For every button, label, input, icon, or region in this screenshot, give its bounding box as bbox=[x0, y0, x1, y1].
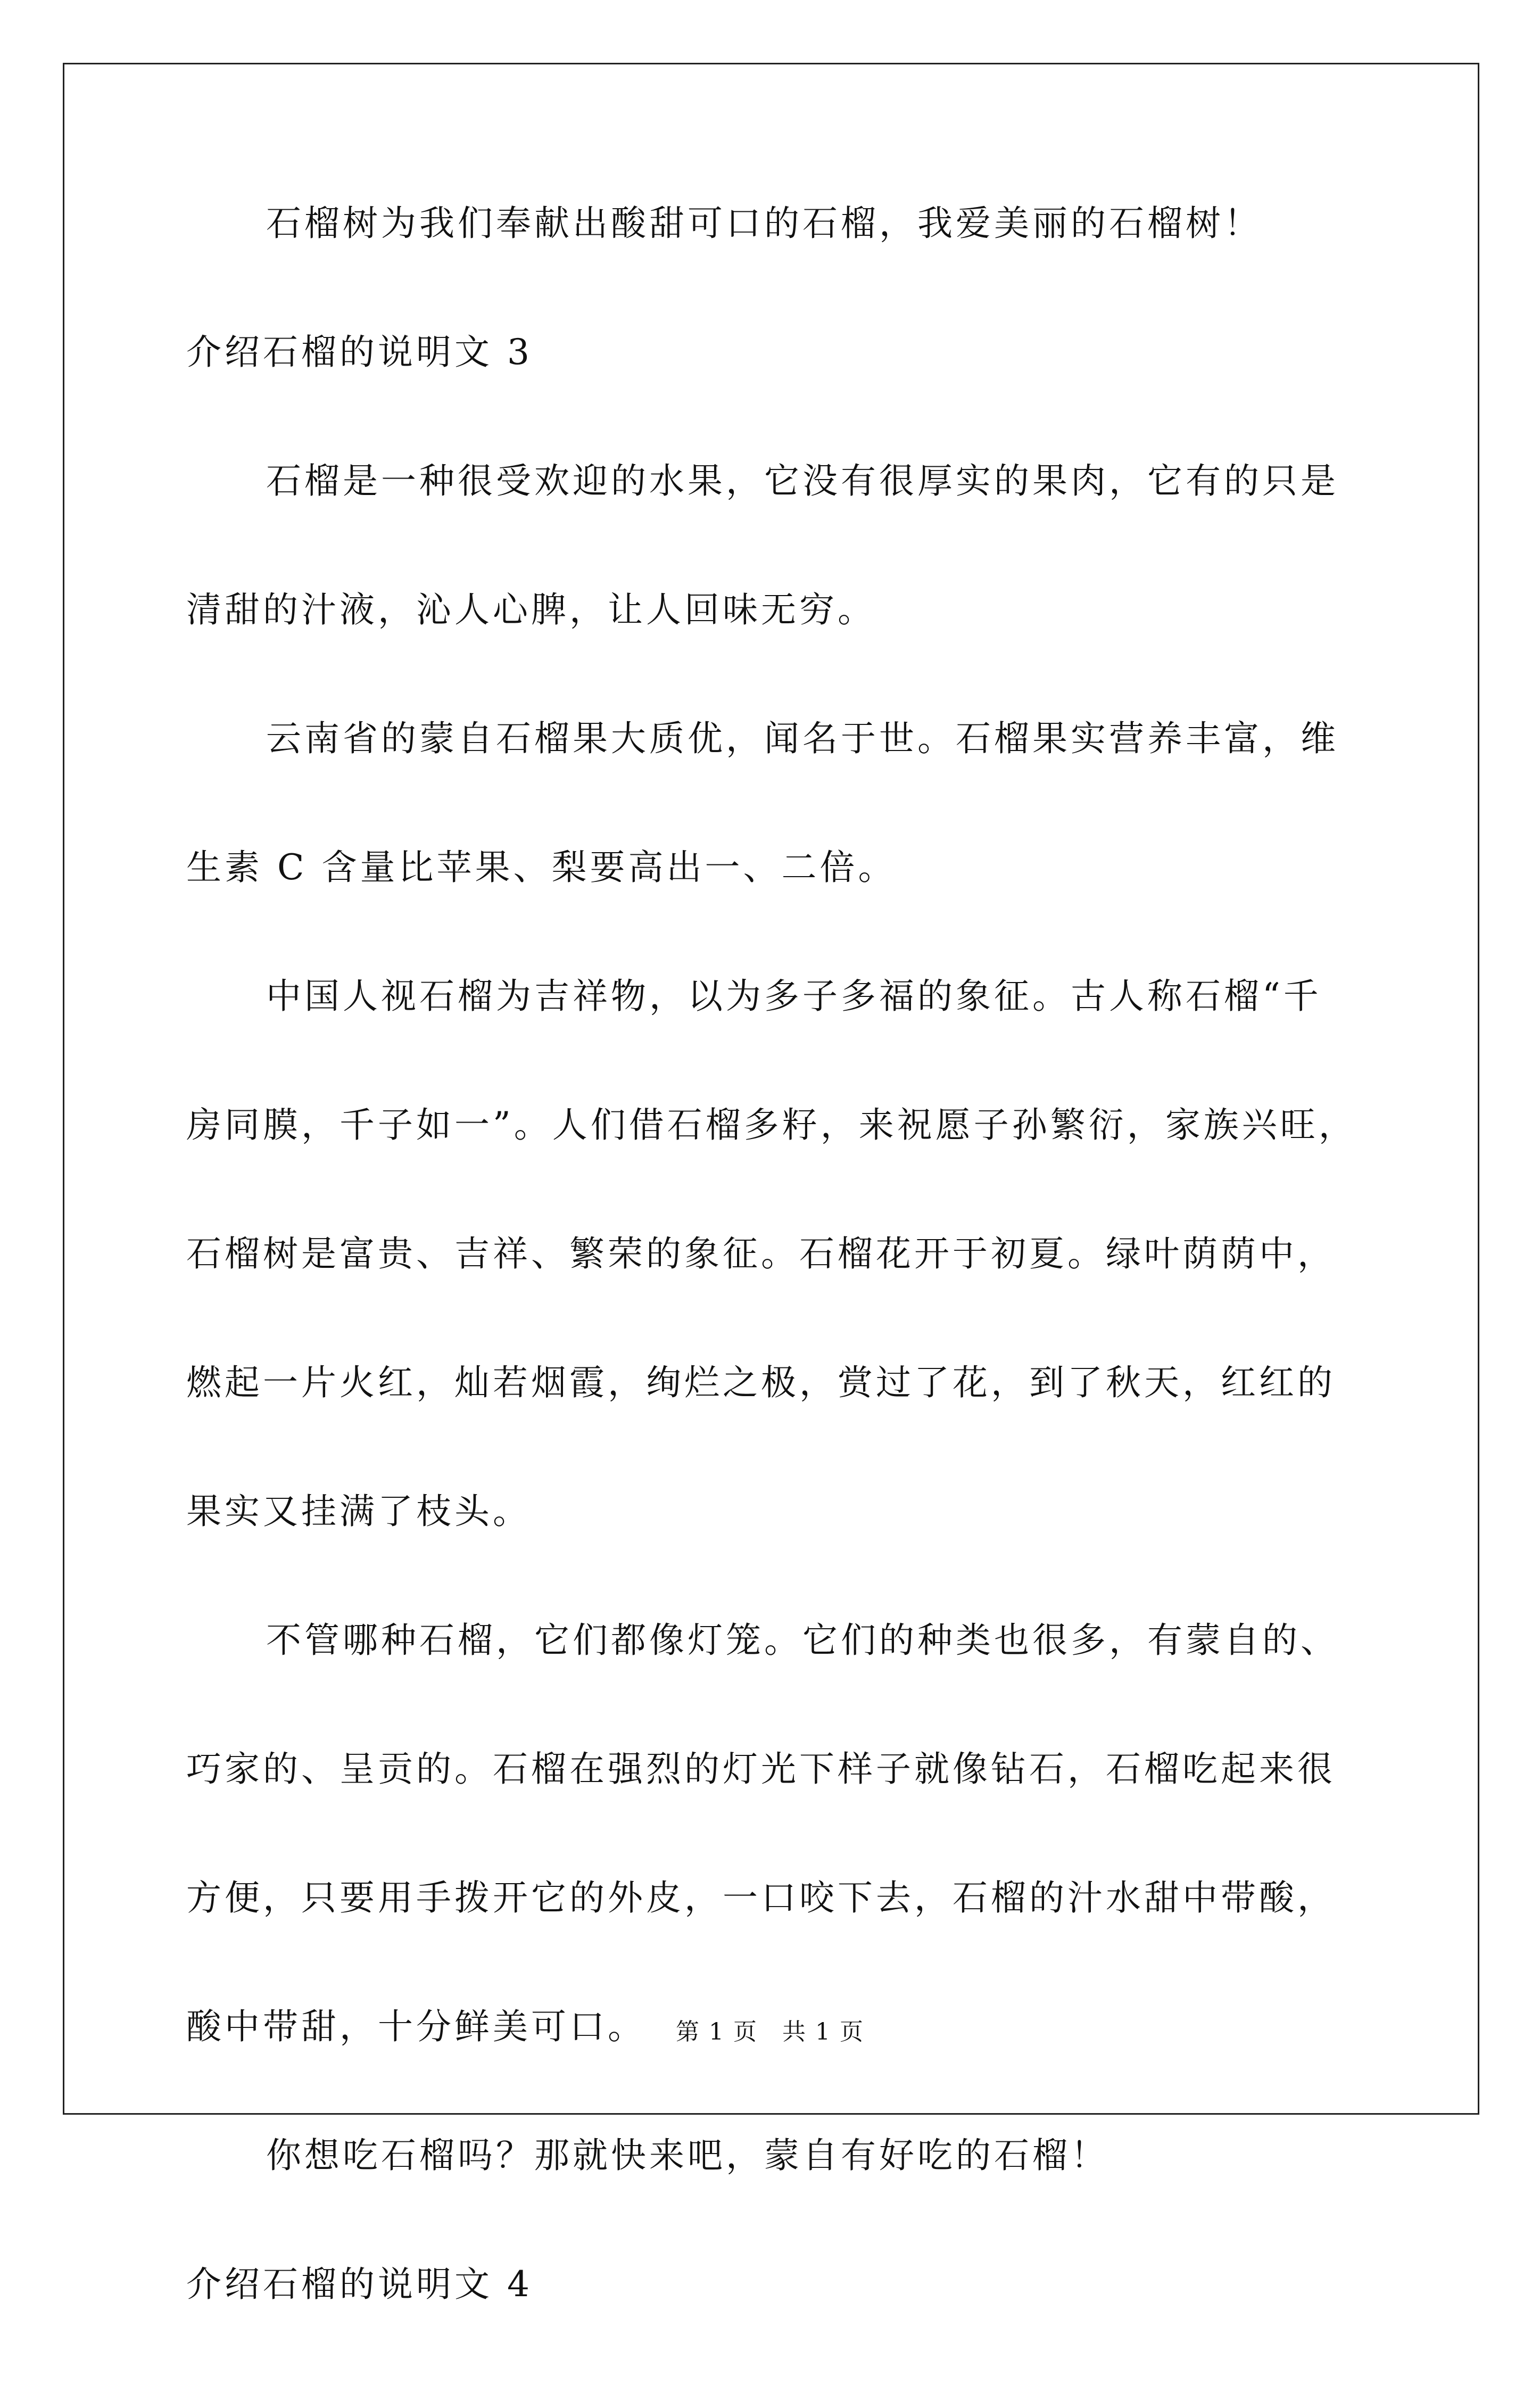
paragraph-line: 果实又挂满了枝头。 bbox=[186, 1491, 531, 1532]
paragraph-line: 不管哪种石榴，它们都像灯笼。它们的种类也很多，有蒙自的、 bbox=[266, 1620, 1339, 1661]
paragraph-line: 云南省的蒙自石榴果大质优，闻名于世。石榴果实营养丰富，维 bbox=[266, 718, 1339, 759]
paragraph-line: 石榴树是富贵、吉祥、繁荣的象征。石榴花开于初夏。绿叶荫荫中， bbox=[186, 1233, 1336, 1274]
document-body bbox=[186, 202, 1368, 2392]
paragraph-line: 清甜的汁液，沁人心脾，让人回味无穷。 bbox=[186, 589, 876, 630]
paragraph-line: 石榴是一种很受欢迎的水果，它没有很厚实的果肉，它有的只是 bbox=[266, 460, 1339, 501]
page-footer: 第 1 页 共 1 页 bbox=[676, 2018, 864, 2045]
paragraph-line: 酸中带甜，十分鲜美可口。 bbox=[186, 2006, 646, 2047]
paragraph-line: 中国人视石榴为吉祥物，以为多子多福的象征。古人称石榴“千 bbox=[266, 976, 1322, 1017]
paragraph-line: 生素 C 含量比苹果、梨要高出一、二倍。 bbox=[186, 847, 897, 888]
paragraph-line: 房同膜，千子如一”。人们借石榴多籽，来祝愿子孙繁衍，家族兴旺， bbox=[186, 1104, 1357, 1145]
section-heading: 介绍石榴的说明文 3 bbox=[186, 332, 533, 373]
paragraph-line: 燃起一片火红，灿若烟霞，绚烂之极，赏过了花，到了秋天，红红的 bbox=[186, 1362, 1336, 1403]
paragraph-line: 巧家的、呈贡的。石榴在强烈的灯光下样子就像钻石，石榴吃起来很 bbox=[186, 1748, 1336, 1789]
section-heading: 介绍石榴的说明文 4 bbox=[186, 2264, 533, 2305]
paragraph-line: 石榴树为我们奉献出酸甜可口的石榴，我爱美丽的石榴树！ bbox=[266, 203, 1262, 244]
paragraph-line: 你想吃石榴吗？那就快来吧，蒙自有好吃的石榴！ bbox=[266, 2135, 1109, 2176]
paragraph-line: 方便，只要用手拨开它的外皮，一口咬下去，石榴的汁水甜中带酸， bbox=[186, 1877, 1336, 1918]
